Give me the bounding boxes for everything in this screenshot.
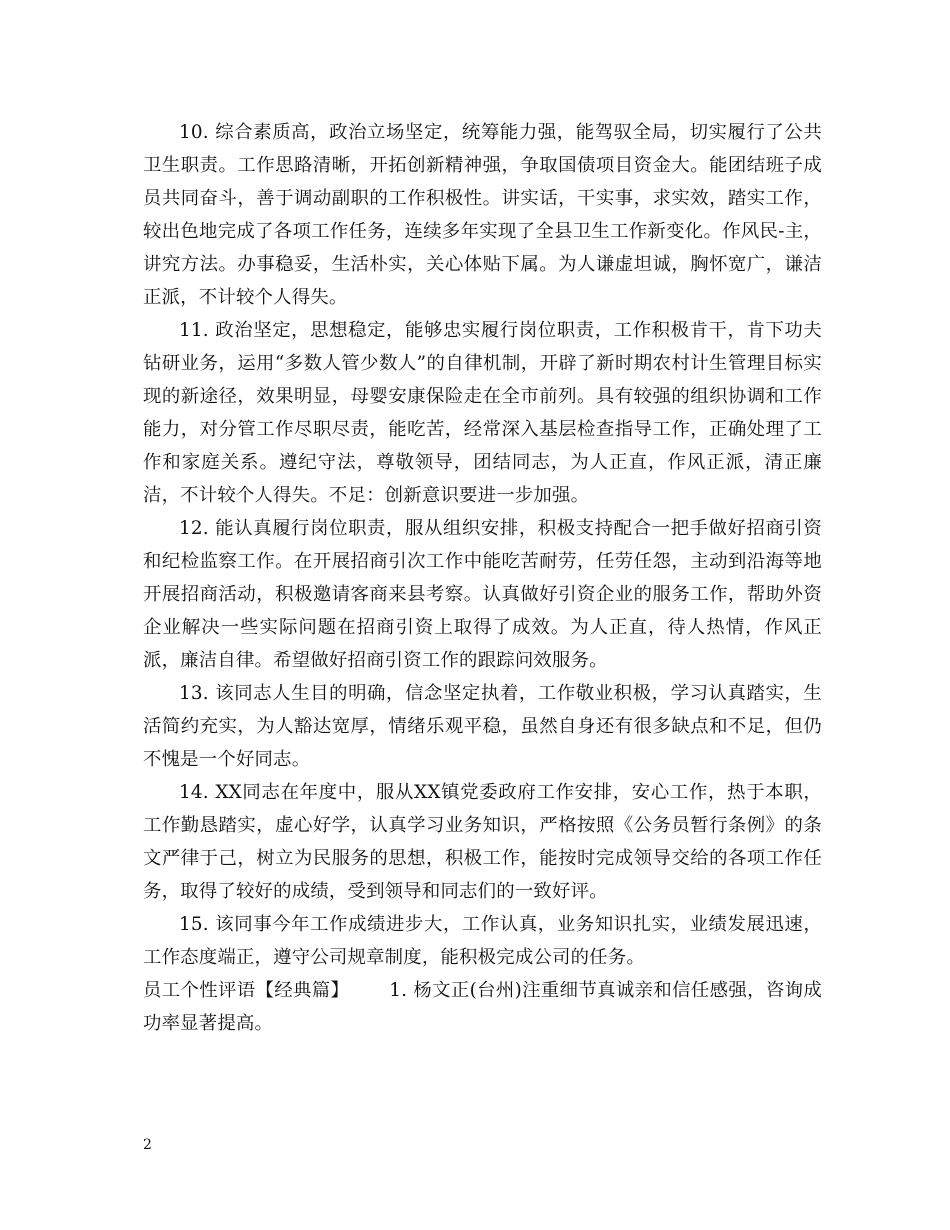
paragraph-11: 11. 政治坚定，思想稳定，能够忠实履行岗位职责，工作积极肯干，肯下功夫钻研业务，运用“多数人管少数人”的自律机制，开辟了新时期农村计生管理目标实现的新途径，效果明显，母婴安康保险走在全市前列。具有较强的组织协调和工作能力，对分管工作尽职尽责，能吃苦，经常深入基层检查指导工作，正确处理了工作和家庭关系。遵纪守法，尊敬领导，团结同志，为人正直，作风正派，清正廉洁，不计较个人得失。不足：创新意识要进一步加强。 <box>143 320 822 506</box>
paragraph-15: 15. 该同事今年工作成绩进步大，工作认真，业务知识扎实，业绩发展迅速，工作态度端正，遵守公司规章制度，能积极完成公司的任务。 <box>143 914 822 968</box>
page-number: 2 <box>143 1137 152 1153</box>
paragraph-10: 10. 综合素质高，政治立场坚定，统筹能力强，能驾驭全局，切实履行了公共卫生职责。工作思路清晰，开拓创新精神强，争取国债项目资金大。能团结班子成员共同奋斗，善于调动副职的工作积极性。讲实话，干实事，求实效，踏实工作，较出色地完成了各项工作任务，连续多年实现了全县卫生工作新变化。作风民-主，讲究方法。办事稳妥，生活朴实，关心体贴下属。为人谦虚坦诚，胸怀宽广，谦洁正派，不计较个人得失。 <box>143 122 822 308</box>
paragraph-13: 13. 该同志人生目的明确，信念坚定执着，工作敬业积极，学习认真踏实，生活简约充实，为人豁达宽厚，情绪乐观平稳，虽然自身还有很多缺点和不足，但仍不愧是一个好同志。 <box>143 683 822 770</box>
paragraph-12: 12. 能认真履行岗位职责，服从组织安排，积极支持配合一把手做好招商引资和纪检监察工作。在开展招商引次工作中能吃苦耐劳，任劳任怨，主动到沿海等地开展招商活动，积极邀请客商来县考察。认真做好引资企业的服务工作，帮助外资企业解决一些实际问题在招商引资上取得了成效。为人正直，待人热情，作风正派，廉洁自律。希望做好招商引资工作的跟踪问效服务。 <box>143 518 822 671</box>
section-first-item: 1. 杨文正(台州)注重细节真诚亲和信任感强，咨询成功率显著提高。 <box>143 980 822 1034</box>
section-heading: 员工个性评语【经典篇】 <box>143 980 350 1001</box>
section-paragraph <box>143 974 822 1040</box>
paragraph-14: 14. XX同志在年度中，服从XX镇党委政府工作安排，安心工作，热于本职，工作勤恳踏实，虚心好学，认真学习业务知识，严格按照《公务员暂行条例》的条文严律于己，树立为民服务的思想，积极工作，能按时完成领导交给的各项工作任务，取得了较好的成绩，受到领导和同志们的一致好评。 <box>143 782 822 902</box>
